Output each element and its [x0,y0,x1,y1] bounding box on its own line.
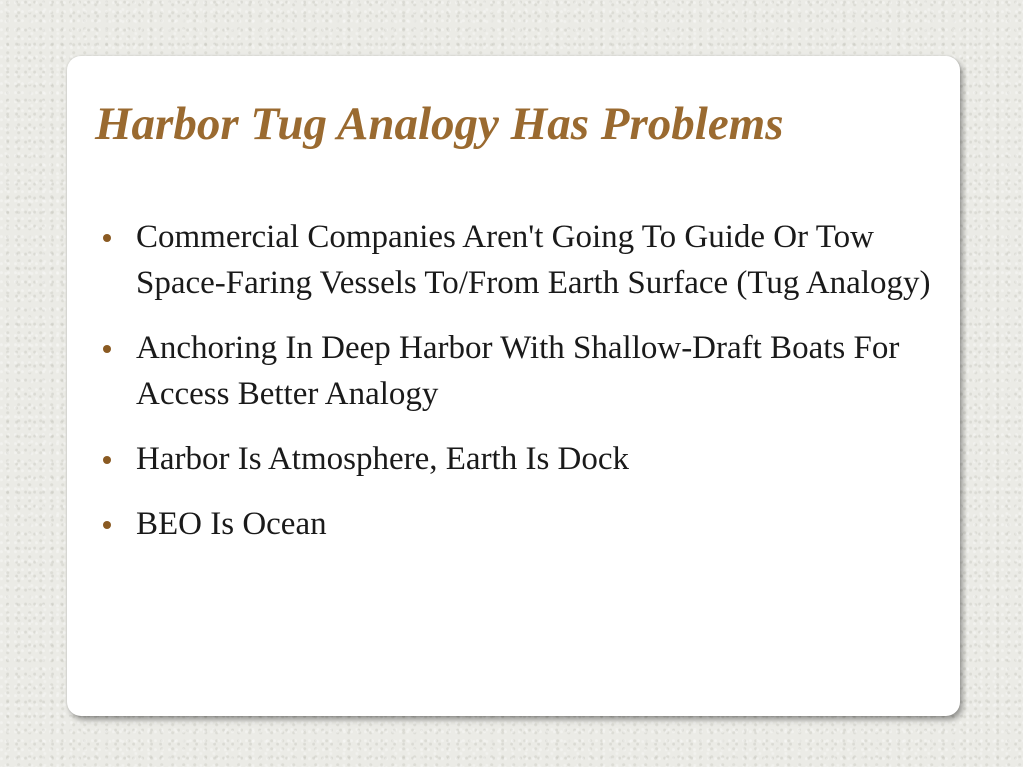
bullet-dot-icon [103,345,111,353]
bullet-item [103,325,933,417]
bullet-dot-icon [103,456,111,464]
bullet-dot-icon [103,521,111,529]
bullet-text: BEO Is Ocean [136,506,327,542]
bullet-dot-icon [103,234,111,242]
slide-card [67,56,960,716]
bullet-text: Harbor Is Atmosphere, Earth Is Dock [136,441,630,477]
bullet-item [103,214,933,306]
slide-title: Harbor Tug Analogy Has Problems [95,98,784,150]
bullet-list [103,214,933,566]
bullet-text: Commercial Companies Aren't Going To Guide Or Tow Space-Faring Vessels To/From Earth Surface (Tug Analogy) [136,219,931,301]
bullet-text: Anchoring In Deep Harbor With Shallow-Draft Boats For Access Better Analogy [136,330,900,412]
bullet-item [103,501,933,547]
bullet-item [103,436,933,482]
